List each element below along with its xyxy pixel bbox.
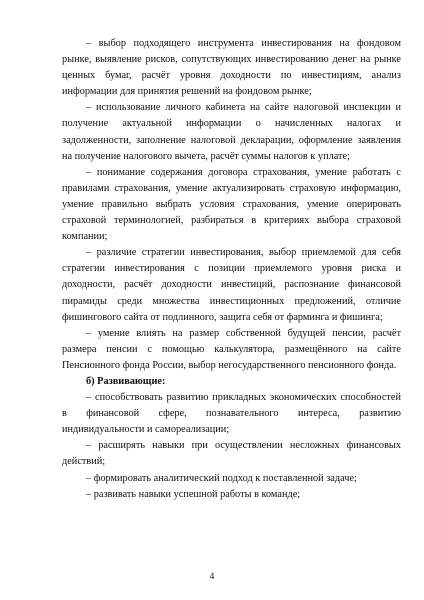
section-heading-developing: б) Развивающие:: [86, 375, 166, 387]
paragraph-financial-actions: – расширять навыки при осуществлении несложных финансовых действий;: [62, 440, 401, 468]
paragraph-teamwork: – развивать навыки успешной работы в команде;: [86, 488, 301, 500]
paragraph-abilities: – способствовать развитию прикладных экономических способностей в финансовой сфере, познавательного интереса, развитию индивидуальности и самореализации;: [62, 392, 401, 436]
paragraph-tax-office: – использование личного кабинета на сайте налоговой инспекции и получение актуальной информации о начисленных налогах и задолженности, заполнение налоговой декларации, оформление заявления на получение налогового вычета, расчёт суммы налогов к уплате;: [62, 102, 401, 162]
paragraph-investment-strategy: – различие стратегии инвестирования, выбор приемлемой для себя стратегии инвестирования с позиции приемлемого уровня риска и доходности, расчёт доходности инвестиций, распознание финансовой пирамиды среди множества инвестиционных предложений, отличие фишингового сайта от подлинного, защита себя от фарминга и фишинга;: [62, 247, 401, 323]
paragraph-analytical-approach: – формировать аналитический подход к поставленной задаче;: [86, 472, 357, 484]
page-number: 4: [209, 571, 215, 581]
paragraph-pension: – умение влиять на размер собственной будущей пенсии, расчёт размера пенсии с помощью калькулятора, размещённого на сайте Пенсионного фонда России, выбор негосударственного пенсионного фонда.: [62, 327, 401, 371]
body-text: [62, 36, 401, 503]
paragraph-insurance: – понимание содержания договора страхования, умение работать с правилами страхования, умение актуализировать страховую информацию, умение правильно выбрать условия страхования, умение оперировать страховой терминологией, разбираться в критериях выбора страховой компании;: [62, 166, 401, 243]
paragraph-stock-market: – выбор подходящего инструмента инвестирования на фондовом рынке, выявление рисков, сопутствующих инвестированию денег на рынке ценных бумаг, расчёт уровня доходности по инвестициям, анализ информации для принятия решений на фондовом рынке;: [62, 38, 401, 98]
